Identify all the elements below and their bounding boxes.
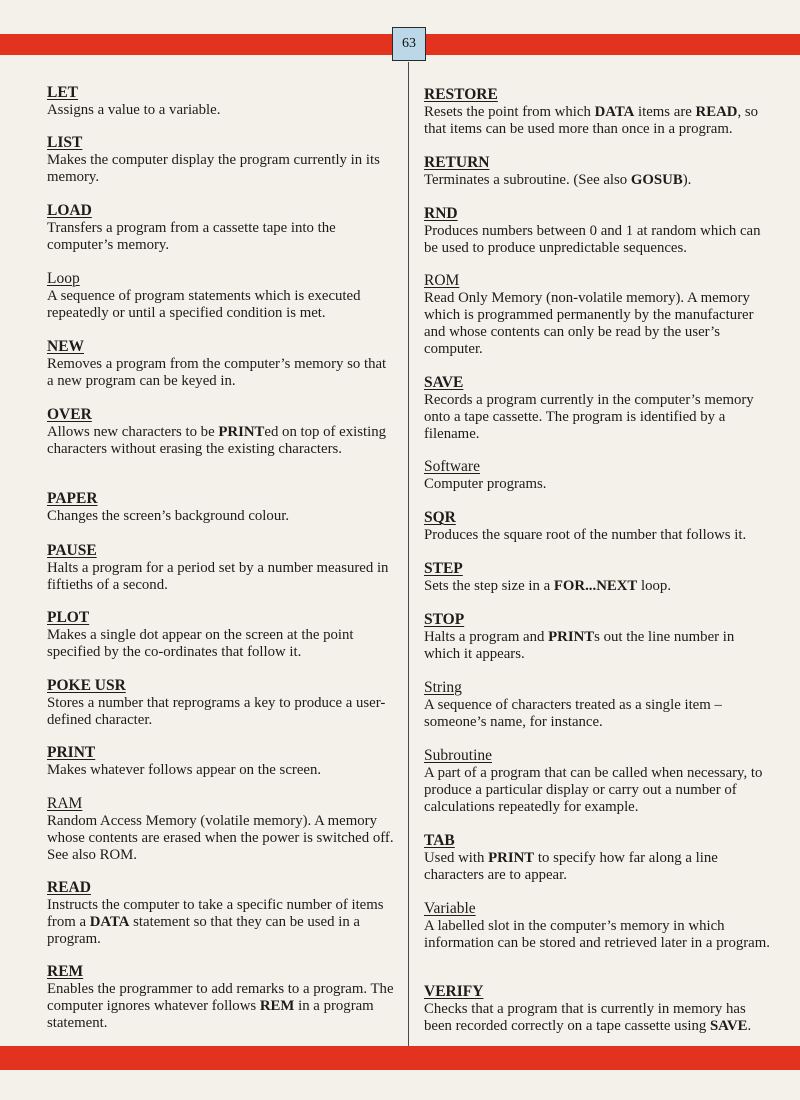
glossary-term: POKE USR bbox=[47, 677, 126, 694]
glossary-term: RND bbox=[424, 205, 458, 222]
glossary-definition: Used with PRINT to specify how far along a line characters are to appear. bbox=[424, 850, 718, 883]
glossary-term: Variable bbox=[424, 900, 476, 917]
glossary-definition: Computer programs. bbox=[424, 476, 547, 492]
glossary-entry-load bbox=[47, 202, 395, 254]
glossary-entry-paper bbox=[47, 490, 395, 525]
glossary-term: PRINT bbox=[47, 744, 96, 761]
glossary-term: String bbox=[424, 679, 462, 696]
glossary-entry-over bbox=[47, 406, 395, 458]
glossary-term: RAM bbox=[47, 795, 83, 812]
glossary-definition: Allows new characters to be PRINTed on top of existing characters without erasing the existing characters. bbox=[47, 424, 387, 457]
glossary-definition: Makes a single dot appear on the screen at the point specified by the co-ordinates that follow it. bbox=[47, 627, 354, 660]
glossary-entry-print bbox=[47, 744, 395, 779]
glossary-term: TAB bbox=[424, 832, 455, 849]
glossary-definition: A labelled slot in the computer’s memory in which information can be stored and retrieved later in a program. bbox=[424, 918, 770, 951]
glossary-definition: Terminates a subroutine. (See also GOSUB). bbox=[424, 172, 692, 188]
glossary-entry-new bbox=[47, 338, 395, 390]
glossary-entry-string bbox=[424, 679, 772, 731]
glossary-term: OVER bbox=[47, 406, 92, 423]
glossary-entry-restore bbox=[424, 86, 772, 138]
glossary-term: PAPER bbox=[47, 490, 98, 507]
glossary-definition: Stores a number that reprograms a key to produce a user-defined character. bbox=[47, 695, 386, 728]
glossary-definition: A sequence of characters treated as a single item – someone’s name, for instance. bbox=[424, 697, 722, 730]
glossary-term: LOAD bbox=[47, 202, 92, 219]
glossary-entry-stop bbox=[424, 611, 772, 663]
glossary-term: LET bbox=[47, 84, 79, 101]
glossary-term: SQR bbox=[424, 509, 456, 526]
glossary-definition: Changes the screen’s background colour. bbox=[47, 508, 290, 524]
glossary-term: RETURN bbox=[424, 154, 490, 171]
glossary-term: PLOT bbox=[47, 609, 90, 626]
glossary-definition: Read Only Memory (non-volatile memory). A memory which is programmed permanently by the manufacturer and whose contents can only be read by the user’s computer. bbox=[424, 290, 754, 357]
glossary-entry-verify bbox=[424, 983, 772, 1035]
glossary-entry-poke-usr bbox=[47, 677, 395, 729]
glossary-entry-rnd bbox=[424, 205, 772, 257]
glossary-definition: Random Access Memory (volatile memory). A memory whose contents are erased when the power is switched off. See also ROM. bbox=[47, 813, 394, 863]
glossary-term: Loop bbox=[47, 270, 80, 287]
glossary-term: LIST bbox=[47, 134, 83, 151]
column-divider bbox=[408, 62, 409, 1046]
glossary-term: STOP bbox=[424, 611, 465, 628]
glossary-definition: Produces the square root of the number that follows it. bbox=[424, 527, 747, 543]
glossary-entry-sqr bbox=[424, 509, 772, 544]
glossary-term: NEW bbox=[47, 338, 85, 355]
glossary-definition: Assigns a value to a variable. bbox=[47, 102, 221, 118]
glossary-entry-step bbox=[424, 560, 772, 595]
glossary-term: SAVE bbox=[424, 374, 464, 391]
glossary-term: RESTORE bbox=[424, 86, 498, 103]
glossary-entry-let bbox=[47, 84, 395, 119]
glossary-definition: Halts a program for a period set by a number measured in fiftieths of a second. bbox=[47, 560, 389, 593]
glossary-definition: Sets the step size in a FOR...NEXT loop. bbox=[424, 578, 672, 594]
glossary-definition: Removes a program from the computer’s memory so that a new program can be keyed in. bbox=[47, 356, 387, 389]
glossary-entry-rem bbox=[47, 963, 395, 1032]
glossary-term: PAUSE bbox=[47, 542, 97, 559]
glossary-entry-return bbox=[424, 154, 772, 189]
glossary-definition: A part of a program that can be called when necessary, to produce a particular display or carry out a number of calculations repeatedly for example. bbox=[424, 765, 763, 815]
glossary-definition: Transfers a program from a cassette tape into the computer’s memory. bbox=[47, 220, 336, 253]
glossary-entry-tab bbox=[424, 832, 772, 884]
glossary-term: READ bbox=[47, 879, 91, 896]
glossary-entry-save bbox=[424, 374, 772, 443]
glossary-definition: Checks that a program that is currently in memory has been recorded correctly on a tape cassette using SAVE. bbox=[424, 1001, 752, 1034]
glossary-entry-loop bbox=[47, 270, 395, 322]
page-number: 63 bbox=[392, 27, 426, 61]
glossary-term: Subroutine bbox=[424, 747, 493, 764]
glossary-definition: Enables the programmer to add remarks to a program. The computer ignores whatever follows REM in a program statement. bbox=[47, 981, 394, 1031]
glossary-entry-subroutine bbox=[424, 747, 772, 816]
glossary-definition: Resets the point from which DATA items are READ, so that items can be used more than once in a program. bbox=[424, 104, 759, 137]
glossary-entry-software bbox=[424, 458, 772, 493]
glossary-entry-pause bbox=[47, 542, 395, 594]
glossary-definition: Instructs the computer to take a specific number of items from a DATA statement so that they can be used in a program. bbox=[47, 897, 384, 947]
glossary-entry-variable bbox=[424, 900, 772, 952]
bottom-red-band bbox=[0, 1046, 800, 1070]
glossary-definition: Produces numbers between 0 and 1 at random which can be used to produce unpredictable sequences. bbox=[424, 223, 761, 256]
glossary-definition: Makes whatever follows appear on the screen. bbox=[47, 762, 322, 778]
glossary-definition: Records a program currently in the computer’s memory onto a tape cassette. The program is identified by a filename. bbox=[424, 392, 754, 442]
glossary-term: ROM bbox=[424, 272, 460, 289]
glossary-term: REM bbox=[47, 963, 84, 980]
glossary-definition: Makes the computer display the program currently in its memory. bbox=[47, 152, 380, 185]
glossary-term: STEP bbox=[424, 560, 463, 577]
glossary-definition: Halts a program and PRINTs out the line number in which it appears. bbox=[424, 629, 735, 662]
glossary-term: Software bbox=[424, 458, 480, 475]
glossary-entry-read bbox=[47, 879, 395, 948]
glossary-term: VERIFY bbox=[424, 983, 484, 1000]
glossary-entry-rom bbox=[424, 272, 772, 358]
glossary-definition: A sequence of program statements which is executed repeatedly or until a specified condition is met. bbox=[47, 288, 361, 321]
glossary-entry-list bbox=[47, 134, 395, 186]
glossary-entry-ram bbox=[47, 795, 395, 864]
glossary-entry-plot bbox=[47, 609, 395, 661]
